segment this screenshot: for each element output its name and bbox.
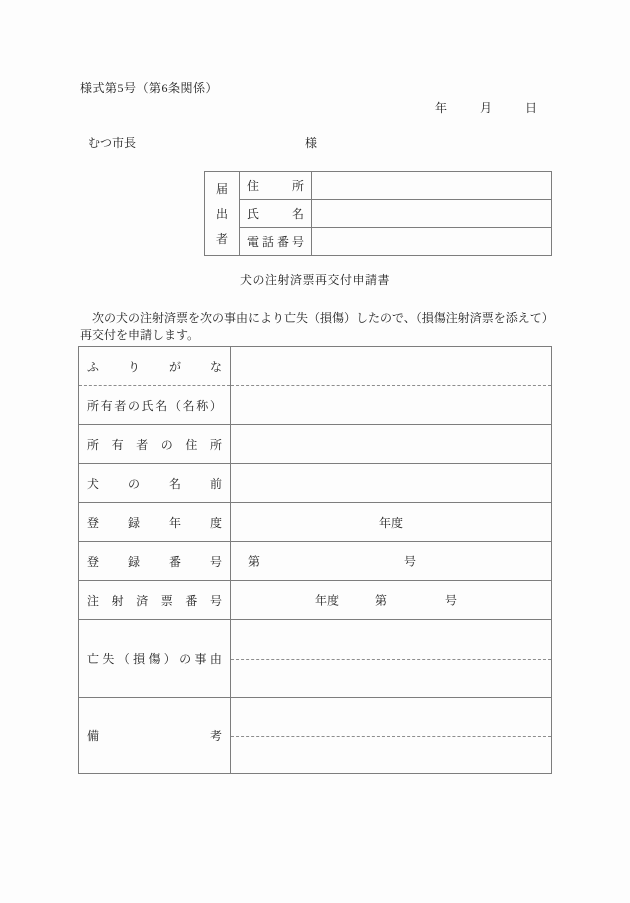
owner-name-field: [231, 386, 552, 425]
loss-reason-field: [231, 620, 552, 698]
dog-name-label: 犬 の 名 前: [87, 476, 222, 491]
owner-name-label: 所 有 者 の 氏 名 （ 名 称 ）: [87, 398, 222, 413]
reporter-phone-label: 電 話 番 号: [247, 235, 304, 249]
form-number: 様式第5号（第6条関係）: [80, 81, 219, 95]
owner-address-field: [231, 425, 552, 464]
addressee-honorific: 様: [304, 136, 317, 150]
date-day-label: 日: [524, 101, 537, 115]
furigana-label: ふ り が な: [87, 359, 222, 374]
reporter-phone-label-cell: [240, 228, 312, 256]
row-dog-name: [79, 464, 552, 503]
loss-reason-label: 亡 失 （ 損 傷 ） の 事 由: [87, 652, 222, 666]
tag-number-unit: 年度: [315, 593, 340, 608]
page-title: 犬の注射済票再交付申請書: [239, 273, 390, 287]
reporter-name-field: [312, 200, 552, 228]
remarks-label-cell: [79, 698, 231, 774]
owner-address-label: 所 有 者 の 住 所: [87, 437, 222, 452]
registration-number-label: 登 録 番 号: [87, 554, 222, 569]
date-year-label: 年: [435, 101, 448, 115]
reporter-group-cell: [205, 172, 240, 256]
registration-year-unit: 年度: [378, 515, 403, 530]
row-tag-number: [79, 581, 552, 620]
registration-year-field: [231, 503, 552, 542]
tag-number-prefix: 第: [375, 593, 388, 608]
remarks-field: [231, 698, 552, 774]
registration-number-field: [231, 542, 552, 581]
row-owner-address: [79, 425, 552, 464]
reporter-table: [204, 171, 552, 256]
application-table: [78, 346, 552, 774]
registration-year-label: 登 録 年 度: [87, 515, 222, 530]
tag-number-field: [231, 581, 552, 620]
row-owner-name: [79, 386, 552, 425]
reporter-name-label-cell: [240, 200, 312, 228]
remarks-label: 備 考: [87, 729, 222, 743]
reporter-address-field: [312, 172, 552, 200]
row-loss-reason: [79, 620, 552, 698]
dog-name-field: [231, 464, 552, 503]
owner-name-label-cell: [79, 386, 231, 425]
tag-number-suffix: 号: [445, 593, 458, 608]
furigana-field: [231, 347, 552, 386]
registration-number-label-cell: [79, 542, 231, 581]
registration-number-suffix: 号: [404, 554, 417, 569]
reporter-phone-field: [312, 228, 552, 256]
row-registration-year: [79, 503, 552, 542]
reporter-address-label-cell: [240, 172, 312, 200]
date-month-label: 月: [479, 101, 492, 115]
addressee-recipient: むつ市長: [88, 136, 137, 150]
addressee-line: [88, 134, 317, 151]
row-furigana: [79, 347, 552, 386]
reporter-row-phone: [205, 228, 552, 256]
tag-number-label-cell: [79, 581, 231, 620]
furigana-label-cell: [79, 347, 231, 386]
body-line-2: 再交付を申請します。: [80, 328, 200, 342]
row-registration-number: [79, 542, 552, 581]
registration-year-label-cell: [79, 503, 231, 542]
row-remarks: [79, 698, 552, 774]
reporter-group-label: 届 出 者: [215, 182, 228, 246]
reporter-row-address: [205, 172, 552, 200]
body-text: [80, 310, 562, 344]
tag-number-label: 注 射 済 票 番 号: [87, 593, 222, 608]
reporter-name-label: 氏 名: [247, 207, 304, 221]
dog-name-label-cell: [79, 464, 231, 503]
body-line-1: 次の犬の注射済票を次の事由により亡失（損傷）したので、（損傷注射済票を添えて）: [80, 311, 554, 325]
owner-address-label-cell: [79, 425, 231, 464]
remarks-writing-rule: [231, 736, 551, 737]
registration-number-prefix: 第: [248, 554, 261, 569]
date-line: [435, 99, 537, 116]
reporter-address-label: 住 所: [247, 179, 304, 193]
reporter-row-name: [205, 200, 552, 228]
loss-reason-label-cell: [79, 620, 231, 698]
loss-reason-writing-rule: [231, 659, 551, 660]
